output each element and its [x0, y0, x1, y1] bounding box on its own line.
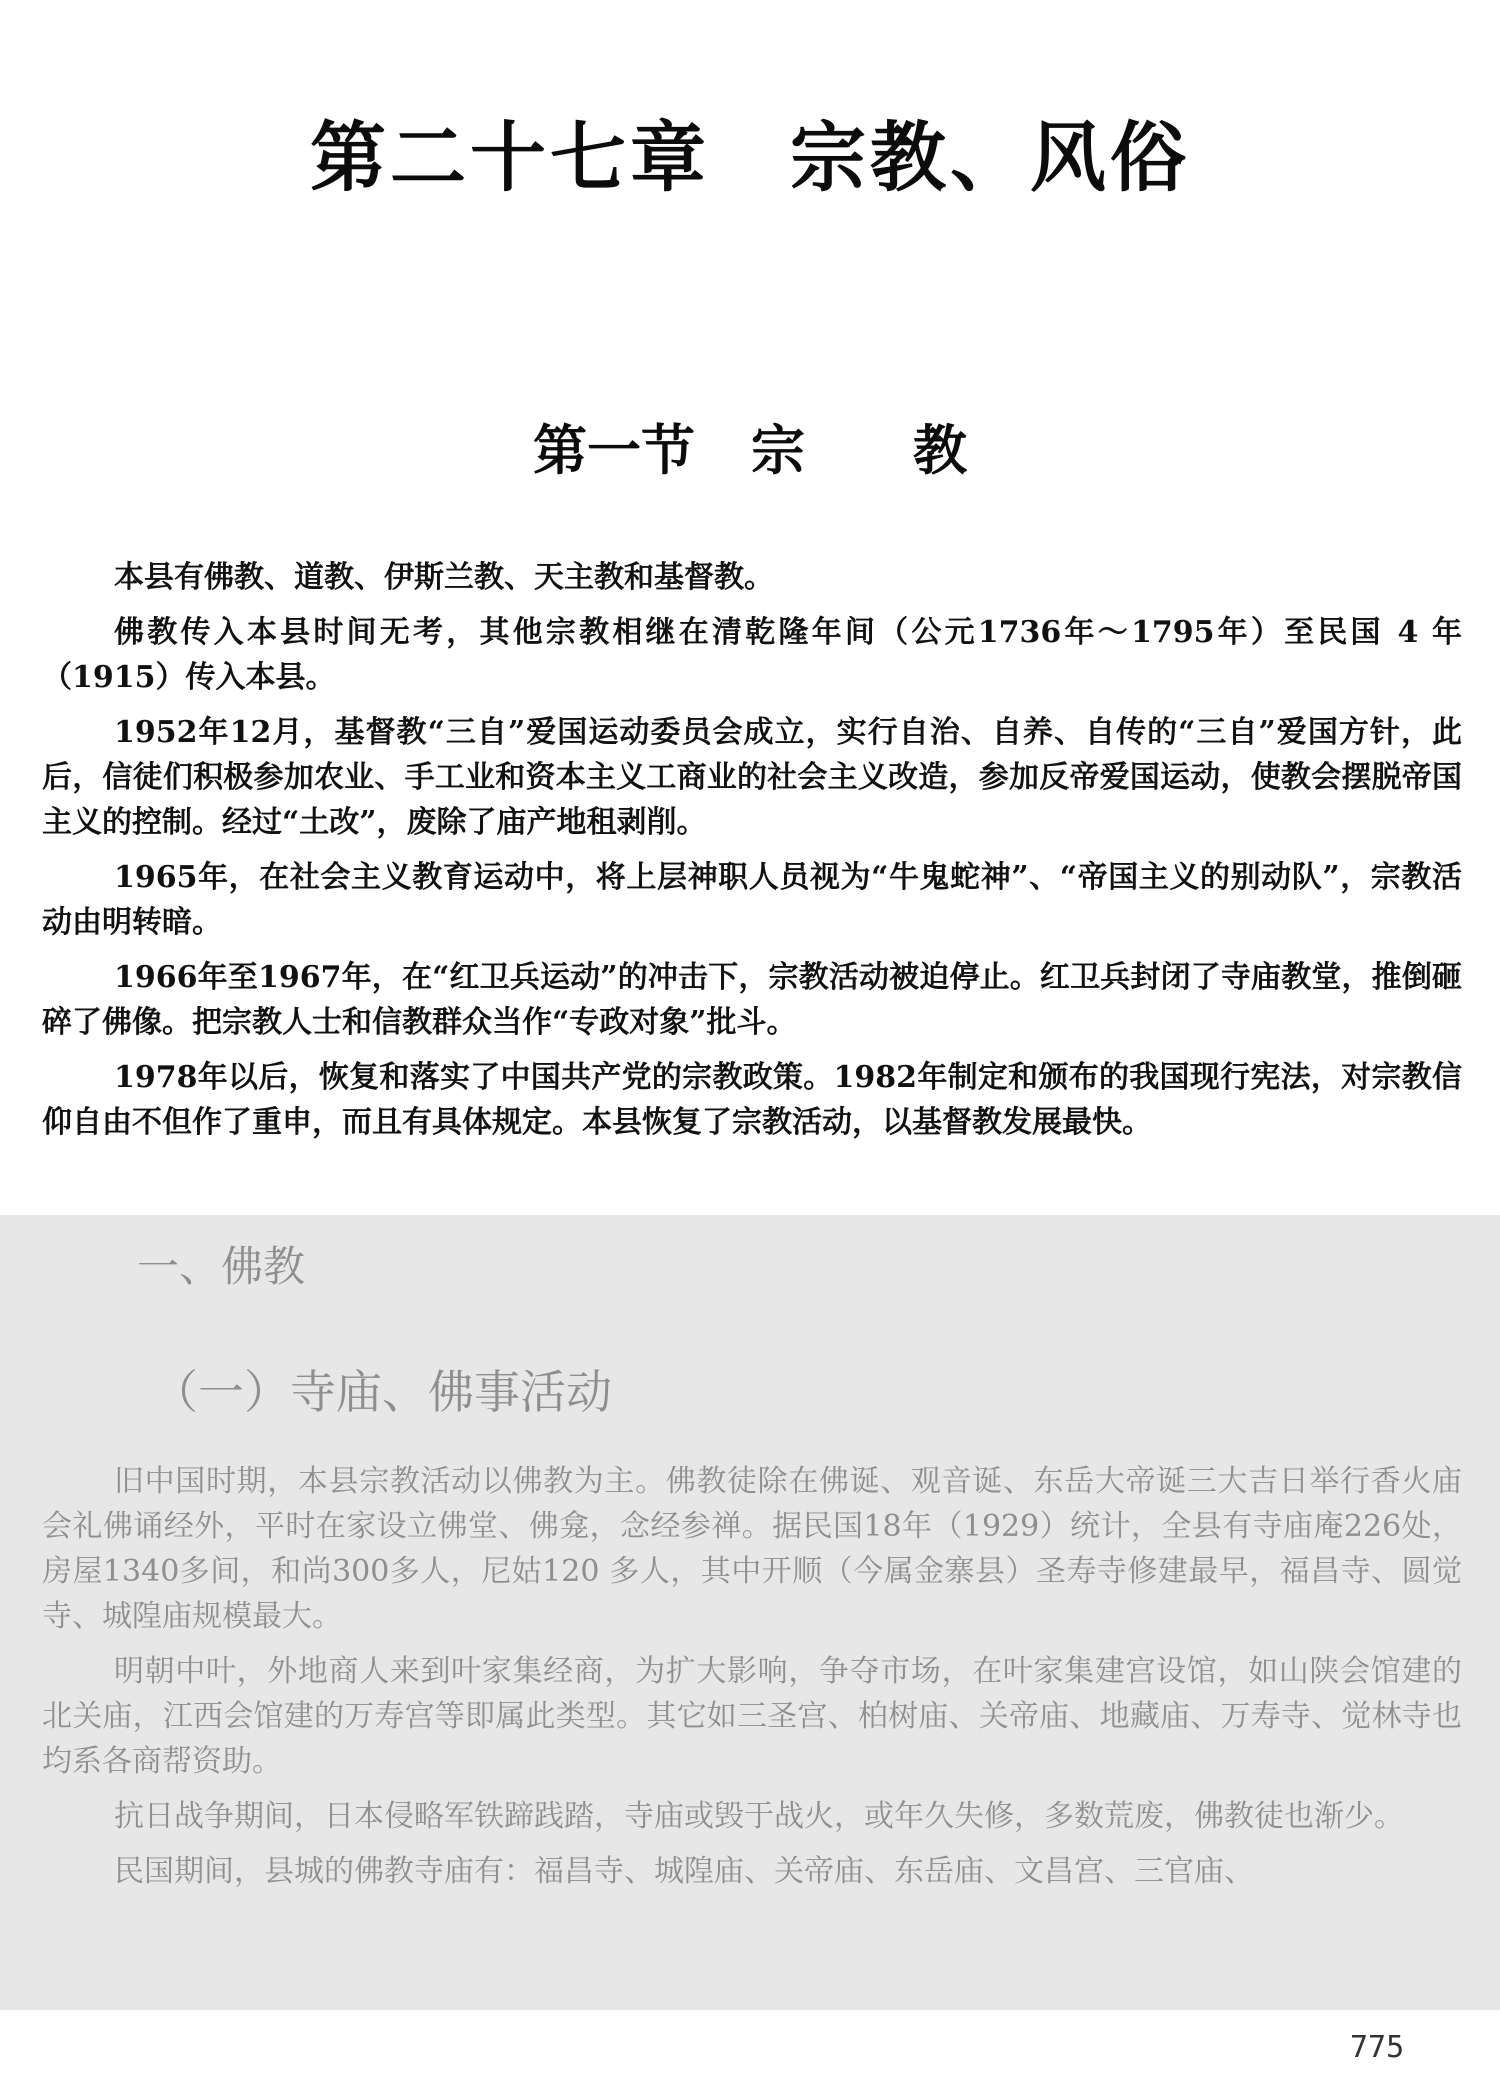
- section-word-2: 教: [913, 418, 967, 482]
- buddhism-paragraph: 旧中国时期，本县宗教活动以佛教为主。佛教徒除在佛诞、观音诞、东岳大帝诞三大吉日举行香火庙会礼佛诵经外，平时在家设立佛堂、佛龛，念经参禅。据民国18年（1929）统计，全县有寺庙庵226处，房屋1340多间，和尚300多人，尼姑120 多人，其中开顺（今属金寨县）圣寿寺修建最早，福昌寺、圆觉寺、城隍庙规模最大。: [42, 1464, 1462, 1634]
- intro-paragraph: 1952年12月，基督教“三自”爱国运动委员会成立，实行自治、自养、自传的“三自”爱国方针，此后，信徒们积极参加农业、手工业和资本主义工商业的社会主义改造，参加反帝爱国运动，使教会摆脱帝国主义的控制。经过“土改”，废除了庙产地租剥削。: [42, 715, 1462, 840]
- buddhism-paragraph: 民国期间，县城的佛教寺庙有：福昌寺、城隍庙、关帝庙、东岳庙、文昌宫、三官庙、: [114, 1854, 1254, 1889]
- intro-paragraph: 佛教传入本县时间无考，其他宗教相继在清乾隆年间（公元1736年～1795年）至民国 4 年（1915）传入本县。: [42, 615, 1462, 695]
- intro-paragraph: 1965年，在社会主义教育运动中，将上层神职人员视为“牛鬼蛇神”、“帝国主义的别动队”，宗教活动由明转暗。: [42, 860, 1462, 940]
- section-title: [0, 410, 1500, 490]
- buddhism-paragraph: 明朝中叶，外地商人来到叶家集经商，为扩大影响，争夺市场，在叶家集建宫设馆，如山陕会馆建的北关庙，江西会馆建的万寿宫等即属此类型。其它如三圣宫、柏树庙、关帝庙、地藏庙、万寿寺、觉林寺也均系各商帮资助。: [42, 1654, 1462, 1779]
- buddhism-heading: 一、佛教: [137, 1242, 306, 1291]
- intro-paragraph: 本县有佛教、道教、伊斯兰教、天主教和基督教。: [114, 560, 774, 595]
- buddhism-body: [42, 1459, 1462, 1894]
- intro-section: [42, 555, 1462, 1155]
- buddhism-section: [42, 1225, 1462, 1904]
- page-number: 775: [1350, 2030, 1405, 2065]
- temples-subheading: （一）寺庙、佛事活动: [152, 1365, 612, 1419]
- section-number: 第一节: [533, 418, 695, 482]
- chapter-title: 第二十七章 宗教、风俗: [310, 113, 1190, 202]
- intro-paragraph: 1978年以后，恢复和落实了中国共产党的宗教政策。1982年制定和颁布的我国现行宪法，对宗教信仰自由不但作了重申，而且有具体规定。本县恢复了宗教活动，以基督教发展最快。: [42, 1060, 1462, 1140]
- buddhism-paragraph: 抗日战争期间，日本侵略军铁蹄践踏，寺庙或毁于战火，或年久失修，多数荒废，佛教徒也渐少。: [114, 1799, 1404, 1834]
- section-word-1: 宗: [751, 418, 805, 482]
- intro-paragraph: 1966年至1967年，在“红卫兵运动”的冲击下，宗教活动被迫停止。红卫兵封闭了寺庙教堂，推倒砸碎了佛像。把宗教人士和信教群众当作“专政对象”批斗。: [42, 960, 1462, 1040]
